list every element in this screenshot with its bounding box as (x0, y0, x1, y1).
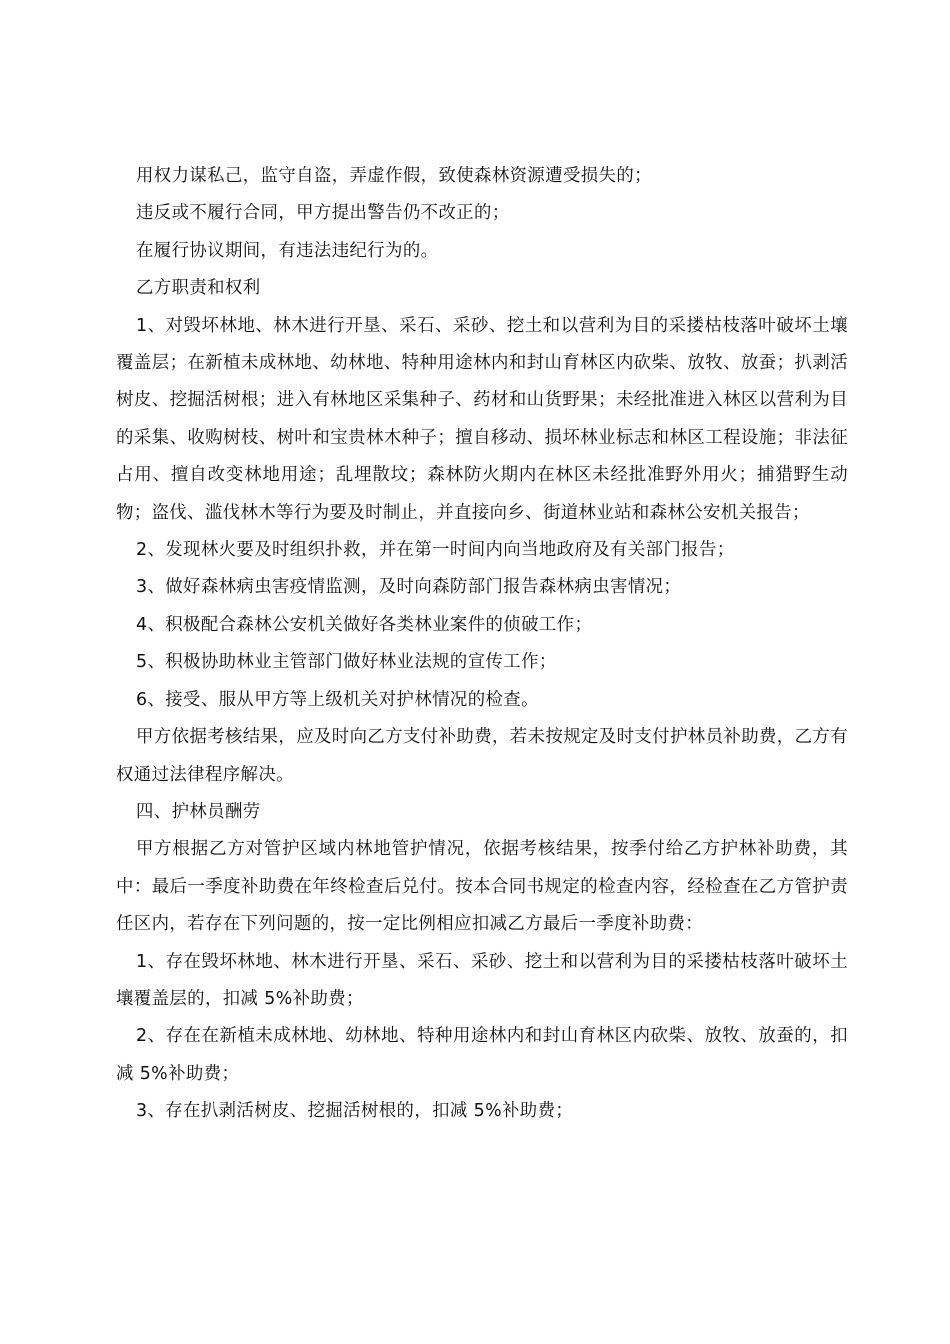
section-heading-party-b-duties: 乙方职责和权利 (136, 278, 261, 299)
paragraph-pay-terms: 甲方根据乙方对管护区域内林地管护情况，依据考核结果，按季付给乙方护林补助费，其中：最后一季度补助费在年终检查后兑付。按本合同书规定的检查内容，经检查在乙方管护责任区内，若存在下列问题的，按一定比例相应扣减乙方最后一季度补助费： (116, 839, 848, 935)
paragraph-duty-2: 2、发现林火要及时组织扑救，并在第一时间内向当地政府及有关部门报告； (136, 540, 735, 561)
paragraph-duty-3: 3、做好森林病虫害疫情监测，及时向森防部门报告森林病虫害情况； (136, 577, 682, 598)
paragraph-payment-rights: 甲方依据考核结果，应及时向乙方支付补助费，若未按规定及时支付护林员补助费，乙方有权通过法律程序解决。 (116, 727, 848, 785)
paragraph-duty-1: 1、对毁坏林地、林木进行开垦、采石、采砂、挖土和以营利为目的采搂枯枝落叶破坏土壤覆盖层；在新植未成林地、幼林地、特种用途林内和封山育林区内砍柴、放牧、放蚕；扒剥活树皮、挖掘活树根；进入有林地区采集种子、药材和山货野果；未经批准进入林区以营利为目的采集、收购树枝、树叶和宝贵林木种子；擅自移动、损坏林业标志和林区工程设施；非法征占用、擅自改变林地用途；乱埋散坟；森林防火期内在林区未经批准野外用火；捕猎野生动物；盗伐、滥伐林木等行为要及时制止，并直接向乡、街道林业站和森林公安机关报告； (116, 315, 848, 523)
document-page (116, 158, 848, 1131)
paragraph-duty-4: 4、积极配合森林公安机关做好各类林业案件的侦破工作； (136, 614, 593, 635)
paragraph-2: 违反或不履行合同，甲方提出警告仍不改正的； (136, 203, 510, 224)
paragraph-duty-6: 6、接受、服从甲方等上级机关对护林情况的检查。 (136, 689, 539, 710)
section-heading-ranger-pay: 四、护林员酬劳 (136, 801, 261, 822)
paragraph-deduction-2: 2、存在在新植未成林地、幼林地、特种用途林内和封山育林区内砍柴、放牧、放蚕的，扣减 5%补助费； (116, 1026, 848, 1084)
paragraph-deduction-1: 1、存在毁坏林地、林木进行开垦、采石、采砂、挖土和以营利为目的采搂枯枝落叶破坏土壤覆盖层的，扣减 5%补助费； (116, 951, 848, 1009)
paragraph-deduction-3: 3、存在扒剥活树皮、挖掘活树根的，扣减 5%补助费； (136, 1101, 574, 1122)
paragraph-1: 用权力谋私己，监守自盗，弄虚作假，致使森林资源遭受损失的； (136, 166, 652, 186)
paragraph-duty-5: 5、积极协助林业主管部门做好林业法规的宣传工作； (136, 652, 557, 673)
paragraph-3: 在履行协议期间，有违法违纪行为的。 (136, 240, 439, 261)
